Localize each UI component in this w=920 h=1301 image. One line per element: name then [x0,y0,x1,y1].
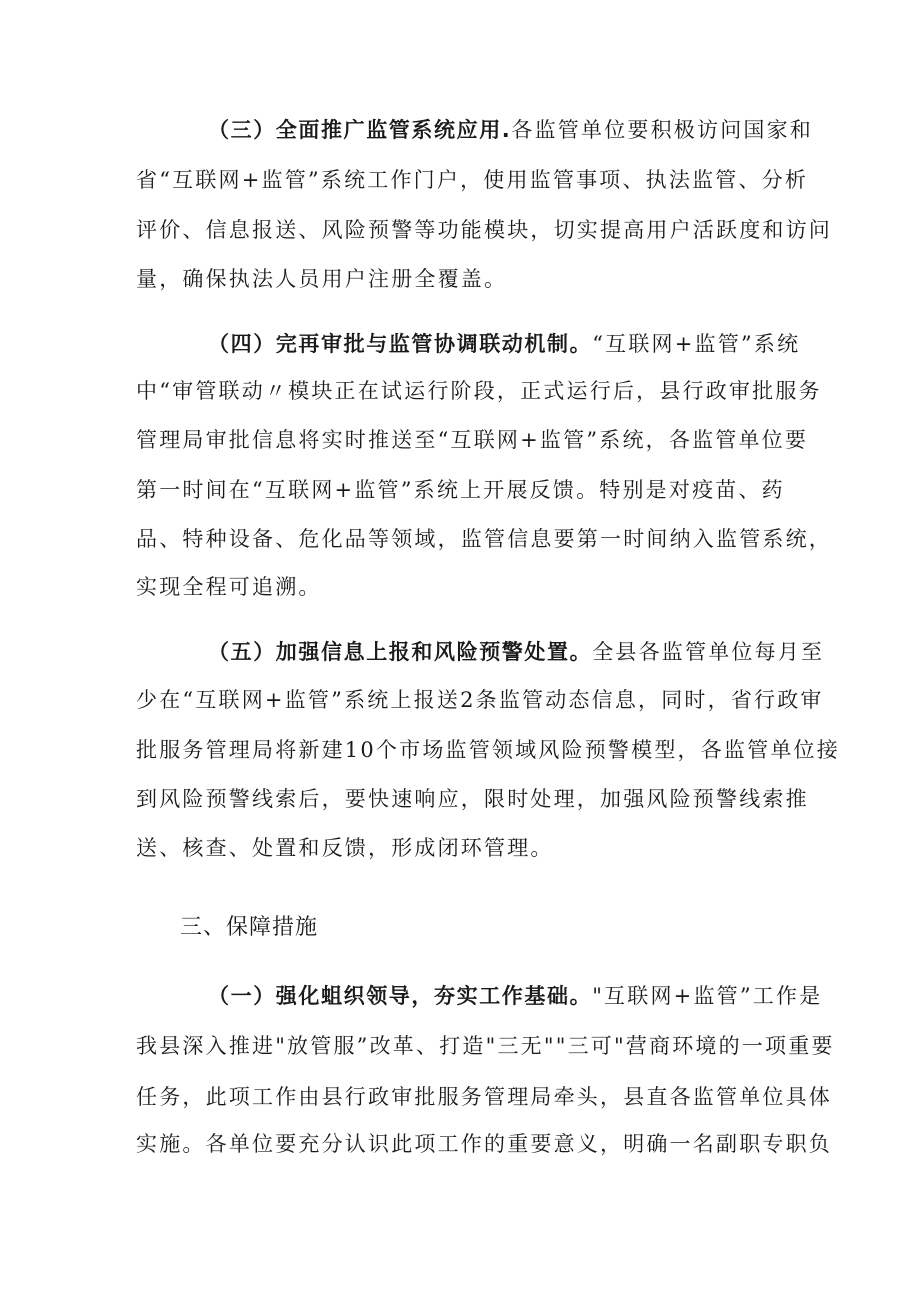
paragraph-3-lead: （三）全面推广监管系统应用. [208,118,512,142]
section-3-paragraph-1-line-1 [208,976,822,1016]
paragraph-5-line-1 [208,632,824,672]
paragraph-4-line-6: 实现全程可追溯。 [136,575,322,599]
paragraph-3-line-4: 量，确保执法人员用户注册全覆盖。 [136,267,508,291]
section-3-paragraph-1-text: "互联网+监管”工作是 [592,984,823,1008]
paragraph-4-text: “互联网+监管”系统 [592,332,801,356]
paragraph-5-line-4: 到风险预警线索后，要快速响应，限时处理，加强风险预警线索推 [136,787,809,811]
paragraph-3-line-2: 省“互联网+监管”系统工作门户，使用监管事项、执法监管、分析 [136,168,809,192]
paragraph-4-lead: （四）完再审批与监管协调联动机制。 [208,332,593,356]
paragraph-5-lead: （五）加强信息上报和风险预警处置。 [208,640,593,664]
paragraph-5-line-2: 少在“互联网+监管”系统上报送2条监管动态信息，同时，省行政审 [136,688,824,712]
paragraph-4-line-5: 品、特种设备、危化品等领域，监管信息要第一时间纳入监管系统， [136,527,832,551]
section-heading: 三、保障措施 [180,915,319,940]
paragraph-5-text: 全县各监管单位每月至 [592,640,825,664]
paragraph-5-line-5: 送、核查、处置和反馈，形成闭环管理。 [136,836,554,860]
paragraph-5-line-3: 批服务管理局将新建10个市场监管领域风险预警模型，各监管单位接 [136,738,840,762]
section-3-paragraph-1-lead: （一）强化蛆织领导，夯实工作基础。 [208,984,593,1008]
paragraph-4-line-1 [208,324,800,364]
paragraph-3-line-3: 评价、信息报送、风险预警等功能模块，切实提高用户活跃度和访问 [136,218,832,242]
section-3-paragraph-1-line-4: 实施。各单位要充分认识此项工作的重要意义，明确一名副职专职负 [136,1132,832,1156]
paragraph-3-text: 各监管单位要积极访问国家和 [511,118,813,142]
paragraph-4-line-4: 第一时间在“互联网+监管”系统上开展反馈。特别是对疫苗、药 [136,478,785,502]
section-3-paragraph-1-line-2: 我县深入推进"放管服”改革、打造"三无""三可"营商环境的一项重要 [136,1034,835,1058]
section-3-paragraph-1-line-3: 任务，此项工作由县行政审批服务管理局牵头，县直各监管单位具体 [136,1085,832,1109]
paragraph-4-line-3: 管理局审批信息将实时推送至“互联网+监管”系统，各监管单位要 [136,428,809,452]
paragraph-4-line-2: 中“审管联动〃模块正在试运行阶段，正式运行后，县行政审批服务 [136,379,822,403]
paragraph-3-line-1 [208,110,813,150]
